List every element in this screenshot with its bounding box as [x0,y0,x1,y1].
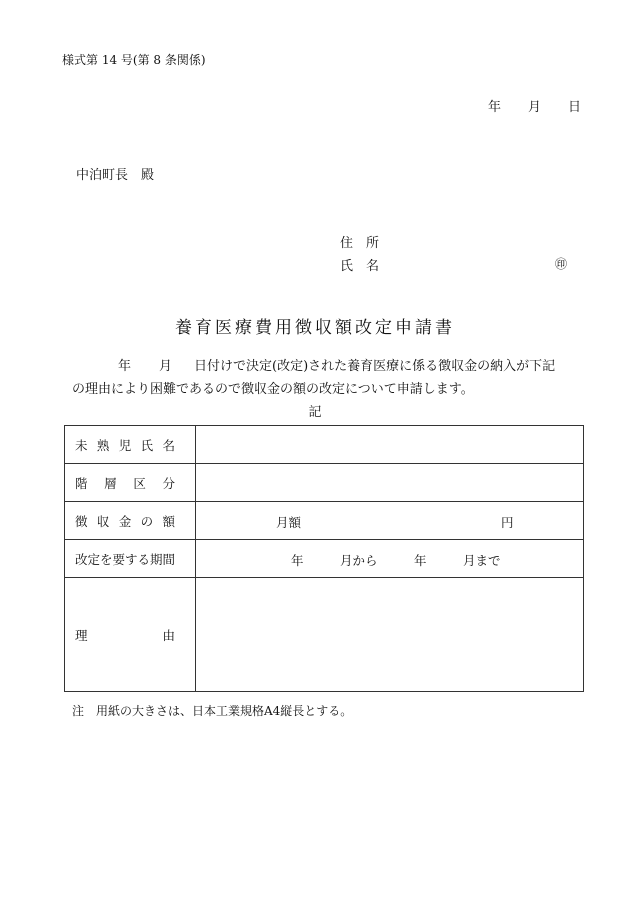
label-char: 層 [104,475,117,491]
table-row [65,578,584,692]
reason-field[interactable] [196,578,584,692]
address-label: 住 所 [340,236,380,251]
statement-line-2: の理由により困難であるので徴収金の額の改定について申請します。 [72,382,474,397]
amount-field[interactable] [196,502,584,540]
seal-mark: ㊞ [555,257,568,271]
table-row [65,540,584,578]
addressee: 中泊町長 殿 [76,168,155,183]
label-char: 児 [118,437,132,453]
date-year: 年 [488,100,502,115]
row-label-cell [65,426,196,464]
statement-month: 月 [159,359,173,374]
label-char: 分 [162,475,175,491]
form-title: 養育医療費用徴収額改定申請書 [175,318,455,338]
label-char: 収 [96,513,110,529]
row-label-cell [65,578,196,692]
label-char: 未 [75,437,88,453]
statement-text-1: 日付けで決定(改定)された養育医療に係る徴収金の納入が下記 [194,359,556,374]
label-tier [75,474,175,492]
statement-year: 年 [118,359,132,374]
date-day: 日 [568,100,582,115]
period-to-month: 月まで [463,553,501,568]
paper-size-note: 注 用紙の大きさは、日本工業規格A4縦長とする。 [72,704,353,718]
monthly-label: 月額 [276,515,302,530]
label-char: 名 [162,437,175,453]
label-period: 改定を要する期間 [75,551,176,567]
date-month: 月 [528,100,542,115]
label-reason [75,626,175,644]
label-char: 額 [162,513,175,529]
application-statement [72,355,555,401]
period-field[interactable] [196,540,584,578]
label-infant-name [75,436,175,454]
label-char: 金 [118,513,132,529]
infant-name-field[interactable] [196,426,584,464]
label-char: 徴 [75,513,88,529]
label-char: 熟 [96,437,110,453]
row-label-cell [65,464,196,502]
form-number: 様式第 14 号(第 8 条関係) [62,53,206,67]
table-row [65,426,584,464]
period-from-year: 年 [291,553,304,568]
row-label-cell [65,540,196,578]
label-char: 区 [133,475,146,491]
name-label: 氏 名 [340,259,380,274]
details-table [64,425,584,692]
statement-line-1 [72,355,555,378]
period-to-year: 年 [414,553,427,568]
label-char: 由 [162,627,175,643]
yen-label: 円 [501,515,514,530]
table-row [65,464,584,502]
tier-field[interactable] [196,464,584,502]
label-char: 理 [75,627,88,643]
label-char: 階 [75,475,88,491]
label-char: の [140,513,154,529]
table-row [65,502,584,540]
row-label-cell [65,502,196,540]
period-from-month: 月から [340,553,378,568]
label-char: 氏 [140,437,154,453]
label-amount [75,512,175,530]
ki-heading: 記 [308,405,322,420]
